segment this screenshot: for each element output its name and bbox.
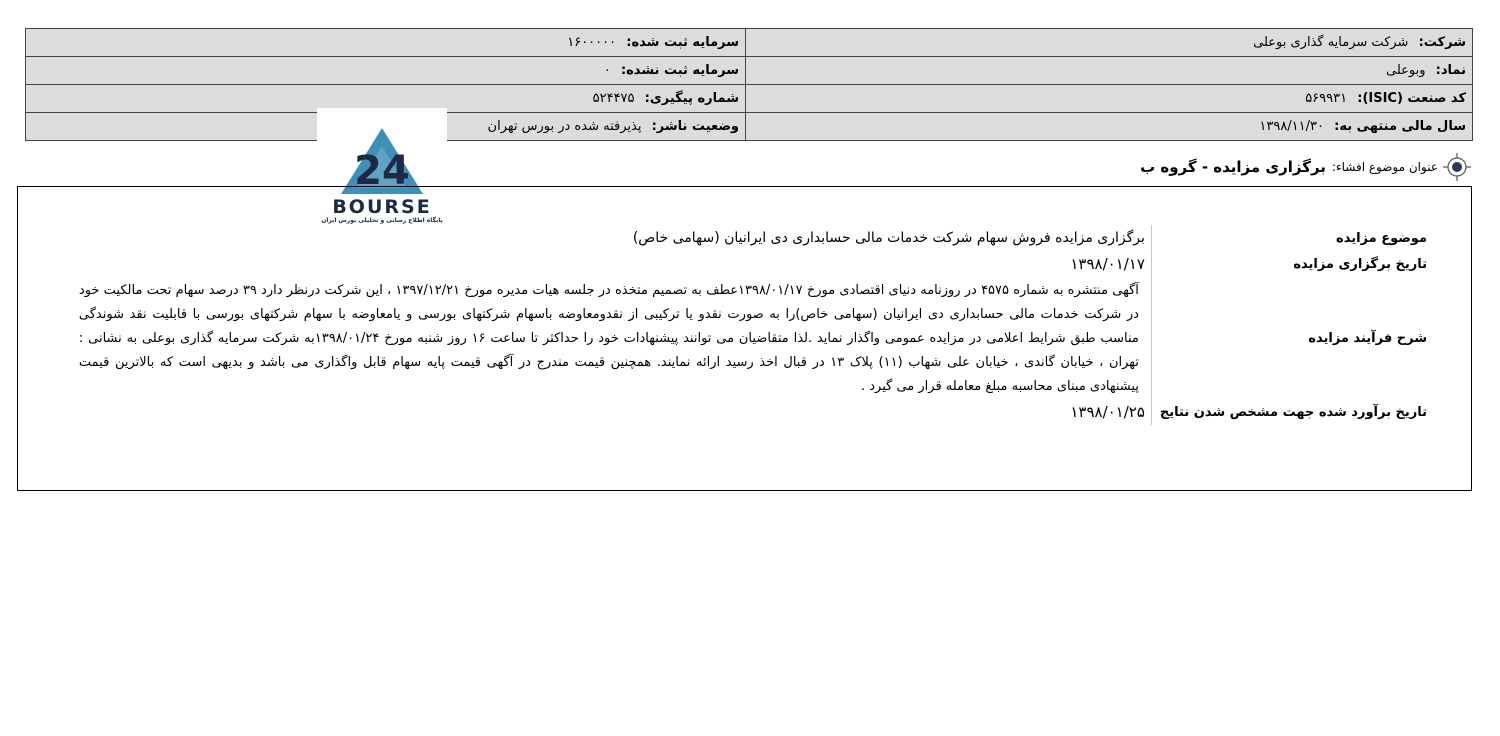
unregistered-capital-label: سرمایه ثبت نشده: xyxy=(620,63,739,78)
registered-capital-value: ۱۶۰۰۰۰۰ xyxy=(567,35,617,50)
auction-details-box xyxy=(17,186,1472,491)
publisher-status-label: وضعیت ناشر: xyxy=(651,119,739,134)
unregistered-capital-cell xyxy=(26,57,746,85)
process-value: آگهی منتشره به شماره ۴۵۷۵ در روزنامه دنیای اقتصادی مورخ ۱۳۹۸/۰۱/۱۷عطف به تصمیم متخذه در جلسه هیات مدیره مورخ ۱۳۹۷/۱۲/۲۱ ، این شرکت درنظر دارد ۳۹ درصد سهام تحت مالکیت خود در شرکت خدمات مالی حسابداری دی ایرانیان (سهامی خاص)را به صورت نقدو یا ترکیبی از نقدومعاوضه باسهام شرکتهای بورسی و یامعاوضه با سهام شرکتهای بورسی با قابلیت نقد شوندگی مناسب طبق شرایط اعلامی در مزایده عمومی واگذار نماید .لذا متقاضیان می توانند پیشنهادات خود را حداکثر تا ساعت ۱۶ روز شنبه مورخ ۱۳۹۸/۰۱/۲۴به شرکت سرمایه گذاری بوعلی به نشانی : تهران ، خیابان گاندی ، خیابان علی شهاب (۱۱) پلاک ۱۳ در قبال اخذ رسید ارائه نمایند. همچنین قیمت مندرج در آگهی قیمت پایه سهام قابل واگذاری می باشد و بدیهی است که بالاترین قیمت پیشنهادی مبنای محاسبه مبلغ معامله قرار می گیرد . xyxy=(78,283,1139,394)
fiscal-year-value: ۱۳۹۸/۱۱/۳۰ xyxy=(1259,119,1324,134)
header-row-4 xyxy=(26,113,1473,141)
logo-word: BOURSE xyxy=(332,196,432,218)
logo-subtitle: پایگاه اطلاع رسانی و تحلیلی بورس ایران xyxy=(321,217,443,224)
company-info-table xyxy=(25,28,1473,141)
subject-value: برگزاری مزایده - گروه ب xyxy=(1140,158,1326,176)
tracking-number-label: شماره پیگیری: xyxy=(644,91,739,106)
topic-label: موضوع مزایده xyxy=(1151,225,1433,251)
svg-text:24: 24 xyxy=(354,148,410,194)
symbol-label: نماد: xyxy=(1435,63,1466,78)
symbol-value: وبوعلی xyxy=(1385,63,1426,78)
publisher-status-value: پذیرفته شده در بورس تهران xyxy=(487,119,642,134)
results-date-value: ۱۳۹۸/۰۱/۲۵ xyxy=(1070,403,1145,421)
topic-value: برگزاری مزایده فروش سهام شرکت خدمات مالی حسابداری دی ایرانیان (سهامی خاص) xyxy=(632,230,1145,246)
isic-label: کد صنعت (ISIC): xyxy=(1357,91,1466,106)
fiscal-year-cell xyxy=(746,113,1473,141)
date-row xyxy=(67,251,1433,277)
registered-capital-label: سرمایه ثبت شده: xyxy=(626,35,739,50)
header-row-3 xyxy=(26,85,1473,113)
auction-details-table xyxy=(67,225,1433,425)
process-label: شرح فرآیند مزایده xyxy=(1151,277,1433,399)
company-label: شرکت: xyxy=(1418,35,1466,50)
company-value: شرکت سرمایه گذاری بوعلی xyxy=(1253,35,1409,50)
subject-label: عنوان موضوع افشاء: xyxy=(1331,160,1438,174)
results-date-cell xyxy=(67,399,1152,425)
results-date-row xyxy=(67,399,1433,425)
unregistered-capital-value: ۰ xyxy=(603,63,611,78)
isic-cell xyxy=(746,85,1473,113)
isic-value: ۵۶۹۹۳۱ xyxy=(1305,91,1348,106)
disclosure-subject xyxy=(1140,152,1472,182)
results-date-label: تاریخ برآورد شده جهت مشخص شدن نتایج xyxy=(1151,399,1433,425)
tracking-number-value: ۵۲۴۴۷۵ xyxy=(592,91,635,106)
header-row-2 xyxy=(26,57,1473,85)
topic-row xyxy=(67,225,1433,251)
registered-capital-cell xyxy=(26,29,746,57)
process-cell xyxy=(67,277,1152,399)
date-value: ۱۳۹۸/۰۱/۱۷ xyxy=(1070,255,1145,273)
process-row xyxy=(67,277,1433,399)
date-label: تاریخ برگزاری مزایده xyxy=(1151,251,1433,277)
fiscal-year-label: سال مالی منتهی به: xyxy=(1334,119,1466,134)
date-cell xyxy=(67,251,1152,277)
symbol-cell xyxy=(746,57,1473,85)
target-icon xyxy=(1442,152,1472,182)
company-cell xyxy=(746,29,1473,57)
header-row-1 xyxy=(26,29,1473,57)
